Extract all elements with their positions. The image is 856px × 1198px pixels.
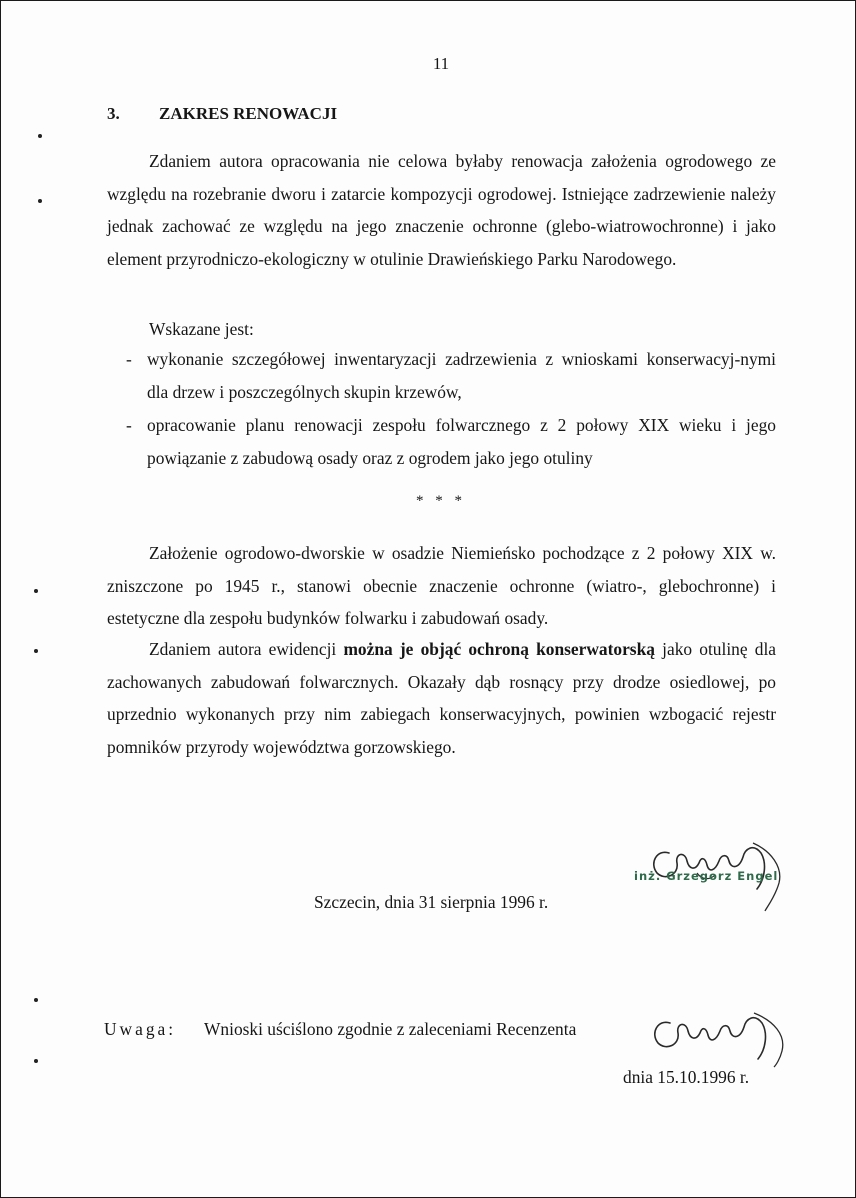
margin-punch-dot-icon (34, 1059, 38, 1063)
handwritten-signature-icon (646, 999, 796, 1069)
conclusion-emphasis: można je objąć ochroną konserwatorską (343, 639, 655, 659)
note-date: dnia 15.10.1996 r. (623, 1067, 750, 1087)
conclusion-paragraph (107, 633, 776, 763)
bullet-dash: - (126, 349, 132, 369)
margin-punch-dot-icon (38, 199, 42, 203)
conclusion-text-after: jako otulinę dla zachowanych zabudowań folwarcznych. Okazały dąb rosnący przy drodze osiedlowej, po uprzednio wykonanych przy nim zabiegach konserwacyjnych, powinien wzbogacić rejestr pomników przyrody województwa gorzowskiego. (107, 639, 777, 757)
summary-paragraph: Założenie ogrodowo-dworskie w osadzie Niemieńsko pochodzące z 2 połowy XIX w. zniszczone po 1945 r., stanowi obecnie znaczenie ochronne (wiatro-, glebochronne) i estetyczne dla zespołu budynków folwarku i zabudowań osady. (107, 543, 776, 628)
bullet-dash: - (126, 415, 132, 435)
section-title: ZAKRES RENOWACJI (159, 104, 338, 123)
note-text: Wnioski uściślono zgodnie z zaleceniami Recenzenta (204, 1019, 577, 1039)
section-number: 3. (107, 104, 120, 123)
handwritten-signature-icon (639, 823, 789, 913)
author-stamp: inż. Grzegorz Engel (634, 869, 779, 883)
recommendation-item (126, 409, 776, 474)
note-label: Uwaga: (104, 1019, 177, 1039)
margin-punch-dot-icon (34, 998, 38, 1002)
margin-punch-dot-icon (34, 589, 38, 593)
recommendation-item (126, 343, 776, 408)
section-heading (107, 104, 337, 124)
intro-paragraph: Zdaniem autora opracowania nie celowa byłaby renowacja założenia ogrodowego ze względu na rozebranie dworu i zatarcie kompozycji ogrodowej. Istniejące zadrzewienie należy jednak zachować ze względu na jego znaczenie ochronne (glebo-wiatrowochronne) i jako element przyrodniczo-ekologiczny w otulinie Drawieńskiego Parku Narodowego. (107, 151, 776, 269)
recommendation-text: wykonanie szczegółowej inwentaryzacji zadrzewienia z wnioskami konserwacyj-nymi dla drzew i poszczególnych skupin krzewów, (147, 349, 776, 402)
margin-punch-dot-icon (34, 649, 38, 653)
conclusion-text-before: Zdaniem autora ewidencji (149, 639, 344, 659)
page-number: 11 (432, 54, 450, 73)
margin-punch-dot-icon (38, 134, 42, 138)
section-separator: * * * (416, 493, 466, 509)
recommended-label: Wskazane jest: (149, 319, 254, 339)
recommendation-text: opracowanie planu renowacji zespołu folwarcznego z 2 połowy XIX wieku i jego powiązanie z zabudową osady oraz z ogrodem jako jego otuliny (147, 415, 776, 468)
place-and-date: Szczecin, dnia 31 sierpnia 1996 r. (314, 892, 549, 912)
